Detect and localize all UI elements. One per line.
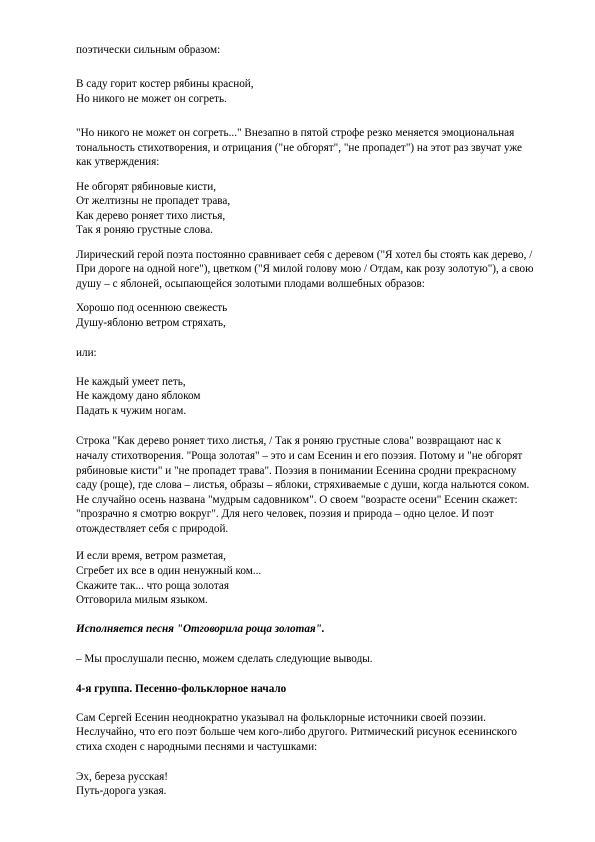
poem-line: И если время, ветром разметая, xyxy=(76,550,226,562)
text-line: отождествляет себя с природой. xyxy=(76,523,229,535)
text-line: Строка "Как дерево роняет тихо листья, / Так я роняю грустные слова" возвращают нас к xyxy=(76,435,502,447)
text-line: Не случайно осень названа "мудрым садовником". О своем "возрасте осени" Есенин скажет: xyxy=(76,494,518,506)
poem-line: Падать к чужим ногам. xyxy=(76,405,187,417)
text-line: При дороге на одной ноге"), цветком ("Я милой голову мою / Отдам, как розу золотую"), а свою xyxy=(76,263,534,275)
poem-line: От желтизны не пропадет трава, xyxy=(76,195,231,207)
poem-line: Отговорила милым языком. xyxy=(76,594,208,606)
text-line: началу стихотворения. "Роща золотая" – это и сам Есенин и его поэзия. Потому и "не обгорят xyxy=(76,450,523,462)
text-line: тональность стихотворения, и отрицания ("не обгорят", "не пропадет") на этот раз звучат уже xyxy=(76,142,523,154)
song-note: Исполняется песня "Отговорила роща золотая". xyxy=(76,623,325,635)
poem-line: Но никого не может он согреть. xyxy=(76,93,227,105)
poem-line: Душу-яблоню ветром стряхать, xyxy=(76,317,226,329)
poem-line: Не каждый умеет петь, xyxy=(76,376,186,388)
section-heading: 4-я группа. Песенно-фольклорное начало xyxy=(76,683,287,695)
poem-line: Не каждому дано яблоком xyxy=(76,390,201,402)
poem-line: Не обгорят рябиновые кисти, xyxy=(76,181,217,193)
poem-line: В саду горит костер рябины красной, xyxy=(76,78,254,90)
text-line: рябиновые кисти" и "не пропадет трава". Поэзия в понимании Есенина сродни прекрасному xyxy=(76,465,517,477)
text-line: саду (роще), где слова – листья, образы – яблоки, стряхиваемые с души, когда нальются соком. xyxy=(76,479,530,491)
poem-line: Скажите так... что роща золотая xyxy=(76,580,229,592)
text-line: Сам Сергей Есенин неоднократно указывал на фольклорные источники своей поэзии. xyxy=(76,712,486,724)
text-line: стиха сходен с народными песнями и частушками: xyxy=(76,741,318,753)
poem-line: Как дерево роняет тихо листья, xyxy=(76,210,226,222)
text-line: "Но никого не может он согреть..." Внезапно в пятой строфе резко меняется эмоциональная xyxy=(76,127,515,139)
text-line: или: xyxy=(76,347,97,359)
poem-line: Сгребет их все в один ненужный ком... xyxy=(76,565,262,577)
poem-line: Путь-дорога узкая. xyxy=(76,785,167,797)
text-line: как утверждения: xyxy=(76,156,160,168)
poem-line: Эх, береза русская! xyxy=(76,771,169,783)
poem-line: Хорошо под осеннюю свежесть xyxy=(76,302,228,314)
text-line: "прозрачно я смотрю вокруг". Для него человек, поэзия и природа – одно целое. И поэт xyxy=(76,508,494,520)
text-line: поэтически сильным образом: xyxy=(76,44,221,56)
text-line: Лирический герой поэта постоянно сравнивает себя с деревом ("Я хотел бы стоять как дерево, / xyxy=(76,249,533,261)
text-line: душу – с яблоней, осыпающейся золотыми плодами волшебных образов: xyxy=(76,278,425,290)
text-line: Неслучайно, что его поэт больше чем кого-либо другого. Ритмический рисунок есенинского xyxy=(76,726,518,738)
poem-line: Так я роняю грустные слова. xyxy=(76,224,213,236)
text-line: – Мы прослушали песню, можем сделать следующие выводы. xyxy=(76,653,373,665)
